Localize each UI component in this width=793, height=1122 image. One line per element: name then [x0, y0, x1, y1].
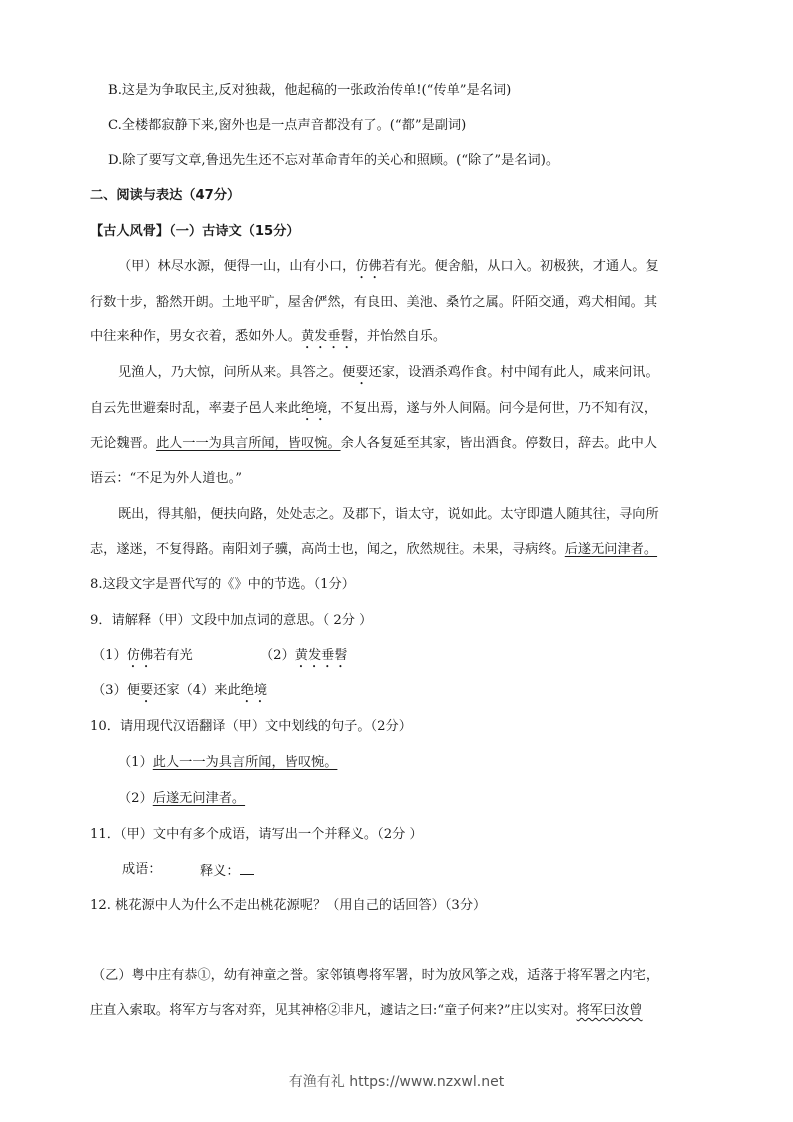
text: 中往来种作，男女衣着，悉如外人。: [90, 329, 301, 344]
text: 来此: [214, 683, 241, 698]
underlined-sentence: 后遂无问津者。: [152, 791, 246, 806]
option-c: C.全楼都寂静下来,窗外也是一点声音都没有了。(“都”是副词): [108, 118, 467, 133]
question-9-item2: [260, 647, 348, 671]
section-subtitle: 【古人风骨】（一）古诗文（15分）: [90, 224, 300, 239]
dotted-word: 绝境: [301, 401, 328, 416]
passage-jia-p1-line2: 行数十步，豁然开朗。土地平旷，屋舍俨然，有良田、美池、桑竹之属。阡陌交通，鸡犬相闻。其: [90, 295, 658, 310]
text: 若有光: [153, 648, 193, 663]
dotted-word: 要: [139, 683, 154, 698]
underlined-sentence: 此人一一为具言所闻，皆叹惋。: [155, 436, 341, 451]
question-9-stem: 9．请解释（甲）文段中加点词的意思。（ 2分 ）: [90, 613, 373, 628]
question-10-item2: [118, 790, 245, 808]
section-title: 二、阅读与表达（47分）: [90, 188, 241, 203]
meaning-label: 释义：: [200, 864, 240, 879]
text: 庄直入索取。将军方与客对弈，见其神格②非凡，遽诘之曰:“童子何来?”庄以实对。: [90, 1003, 577, 1018]
question-11-idiom-label: 成语：: [122, 862, 162, 877]
passage-jia-p2-line1: [118, 364, 659, 388]
dotted-word: 黄发垂髫: [301, 329, 354, 344]
dotted-word: 仿佛: [355, 259, 382, 274]
text: 见渔人，乃大惊，问所从来。具答之。便: [118, 365, 356, 380]
question-10-item1: [118, 754, 337, 772]
text: 还家，设酒杀鸡作食。村中闻有此人，咸来问讯。: [368, 365, 659, 380]
wavy-underlined-sentence: 将军曰汝曾: [576, 1003, 643, 1018]
question-12: 12. 桃花源中人为什么不走出桃花源呢？（用自己的话回答）（3分）: [90, 898, 487, 913]
text: 便: [126, 683, 140, 698]
item-label: （1）: [118, 755, 153, 770]
passage-yi-line2: [90, 1002, 643, 1020]
passage-jia-p1-line3: [90, 328, 446, 352]
text: 志，遂迷，不复得路。南阳刘子骥，高尚士也，闻之，欣然规往。未果，寻病终。: [90, 542, 565, 557]
option-d: D.除了要写文章,鲁迅先生还不忘对革命青年的关心和照顾。(“除了”是名词)。: [108, 153, 560, 168]
question-11-stem: 11．（甲）文中有多个成语，请写出一个并释义。（2分 ）: [90, 827, 423, 842]
passage-jia-p2-line2: [90, 400, 657, 424]
text: ，不复出焉，遂与外人间隔。问今是何世，乃不知有汉，: [327, 401, 658, 416]
item-label: （1）: [92, 648, 127, 663]
item-label: （2）: [260, 648, 295, 663]
question-11-meaning: [200, 861, 254, 881]
passage-jia-p2-line4: 语云：“不足为外人道也。”: [90, 471, 242, 486]
text: 余人各复延至其家，皆出酒食。停数日，辞去。此中人: [340, 436, 658, 451]
item-label: （4）: [179, 683, 215, 698]
question-9-items-3-4: [92, 682, 267, 706]
question-10-stem: 10．请用现代汉语翻译（甲）文中划线的句子。（2分）: [90, 719, 412, 734]
underlined-sentence: 后遂无问津者。: [564, 542, 658, 557]
passage-jia-p3-line1: 既出，得其船，便扶向路，处处志之。及郡下，诣太守，说如此。太守即遣人随其往，寻向所: [118, 507, 659, 522]
question-9-item1: [92, 647, 193, 671]
watermark-footer: 有渔有礼 https://www.nzxwl.net: [288, 1074, 505, 1090]
passage-jia-p2-line3: [90, 435, 657, 453]
question-8: 8.这段文字是晋代写的《》中的节选。（1分）: [90, 577, 355, 592]
text: 无论魏晋。: [90, 436, 156, 451]
dotted-word: 仿佛: [126, 648, 154, 663]
text: （甲）林尽水源，便得一山，山有小口，: [118, 259, 356, 274]
passage-yi-line1: （乙）粤中庄有恭①，幼有神童之誉。家邻镇粤将军署，时为放风筝之戏，适落于将军署之内宅，: [92, 968, 660, 983]
passage-jia-p3-line2: [90, 541, 657, 559]
dotted-word: 要: [355, 365, 369, 380]
item-label: （3）: [92, 683, 127, 698]
text: 还家: [153, 683, 180, 698]
text: 自云先世避秦时乱，率妻子邑人来此: [90, 401, 301, 416]
option-b: B.这是为争取民主,反对独裁，他起稿的一张政治传单!(“传单”是名词): [108, 83, 512, 98]
dotted-word: 绝境: [240, 683, 268, 698]
item-label: （2）: [118, 791, 153, 806]
dotted-word: 黄发垂髫: [294, 648, 348, 663]
passage-jia-p1-line1: [118, 258, 659, 282]
text: ，并怡然自乐。: [353, 329, 447, 344]
answer-blank[interactable]: [240, 861, 254, 875]
underlined-sentence: 此人一一为具言所闻，皆叹惋。: [152, 755, 338, 770]
text: 若有光。便舍船，从口入。初极狭，才通人。复: [381, 259, 659, 274]
